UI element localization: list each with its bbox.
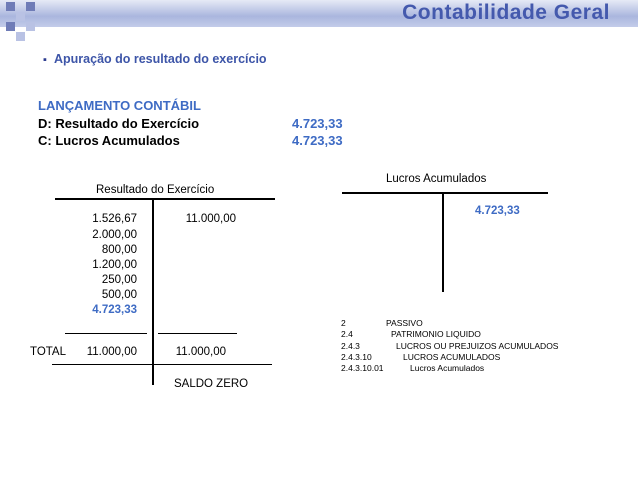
account-name: Lucros Acumulados [410,363,485,373]
account-code: 2.4.3.10.01 [341,363,384,373]
account-code: 2.4 [341,329,353,339]
debit-entry: 1.200,00 [92,259,137,271]
t-account-top-line [342,192,548,194]
account-code: 2 [341,318,346,328]
account-code: 2.4.3 [341,341,360,351]
page-title: Contabilidade Geral [402,1,610,24]
t-account-vertical-line [442,193,444,292]
total-bottom-line [52,364,272,365]
credit-sum-line [158,333,237,334]
total-credit: 11.000,00 [175,346,226,358]
credit-entry: 11.000,00 [185,213,236,225]
t-account-top-line [55,198,275,200]
credit-entry-highlight: 4.723,33 [475,205,520,217]
debit-entry: 250,00 [101,274,137,286]
debit-value: 4.723,33 [292,116,343,131]
debit-sum-line [65,333,147,334]
total-label: TOTAL [30,346,66,358]
account-code: 2.4.3.10 [341,352,372,362]
debit-entry: 2.000,00 [92,229,137,241]
section-subtitle: Apuração do resultado do exercício [54,52,267,66]
credit-label: C: Lucros Acumulados [38,133,180,148]
account-name: LUCROS ACUMULADOS [403,352,501,362]
total-debit: 11.000,00 [86,346,137,358]
debit-entry-highlight: 4.723,33 [92,304,137,316]
t-account-vertical-line [152,199,154,385]
t-account-title: Lucros Acumulados [386,173,487,185]
debit-entry: 500,00 [101,289,137,301]
debit-entry: 800,00 [101,244,137,256]
lancamento-heading: LANÇAMENTO CONTÁBIL [38,98,201,113]
account-name: LUCROS OU PREJUIZOS ACUMULADOS [396,341,559,351]
credit-value: 4.723,33 [292,133,343,148]
debit-entry: 1.526,67 [92,213,137,225]
account-name: PATRIMONIO LIQUIDO [391,329,481,339]
t-account-title: Resultado do Exercício [96,184,215,196]
saldo-zero: SALDO ZERO [174,378,249,390]
account-name: PASSIVO [386,318,423,328]
debit-label: D: Resultado do Exercício [38,116,200,131]
square-bullet-icon: ▪ [43,54,47,66]
